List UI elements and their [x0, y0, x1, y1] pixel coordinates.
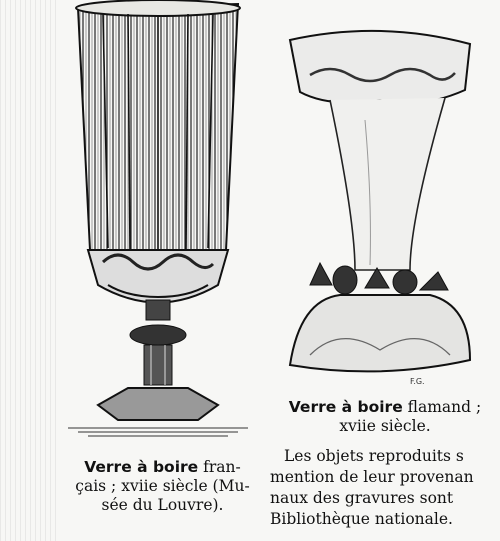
paragraph-line: Les objets reproduits s — [284, 447, 464, 465]
caption-rest: flamand ; — [402, 398, 482, 416]
caption-line: çais ; xviie siècle (Mu- — [75, 477, 250, 495]
left-edge-print-noise — [0, 0, 60, 541]
body-paragraph — [270, 446, 500, 530]
flemish-drinking-glass-illustration — [270, 20, 490, 390]
caption-line: sée du Louvre). — [101, 496, 224, 514]
caption-line: xviie siècle. — [339, 417, 431, 435]
french-glass-caption — [60, 458, 265, 515]
svg-text:F.G.: F.G. — [410, 377, 425, 386]
caption-bold-title: Verre à boire — [84, 458, 199, 476]
paragraph-line: mention de leur provenan — [270, 468, 474, 486]
flemish-glass-caption — [270, 398, 500, 436]
paragraph-line: naux des gravures sont — [270, 489, 454, 507]
paragraph-line: Bibliothèque nationale. — [270, 510, 453, 528]
caption-bold-title: Verre à boire — [288, 398, 403, 416]
french-drinking-glass-illustration — [58, 0, 258, 440]
caption-rest: fran- — [198, 458, 241, 476]
